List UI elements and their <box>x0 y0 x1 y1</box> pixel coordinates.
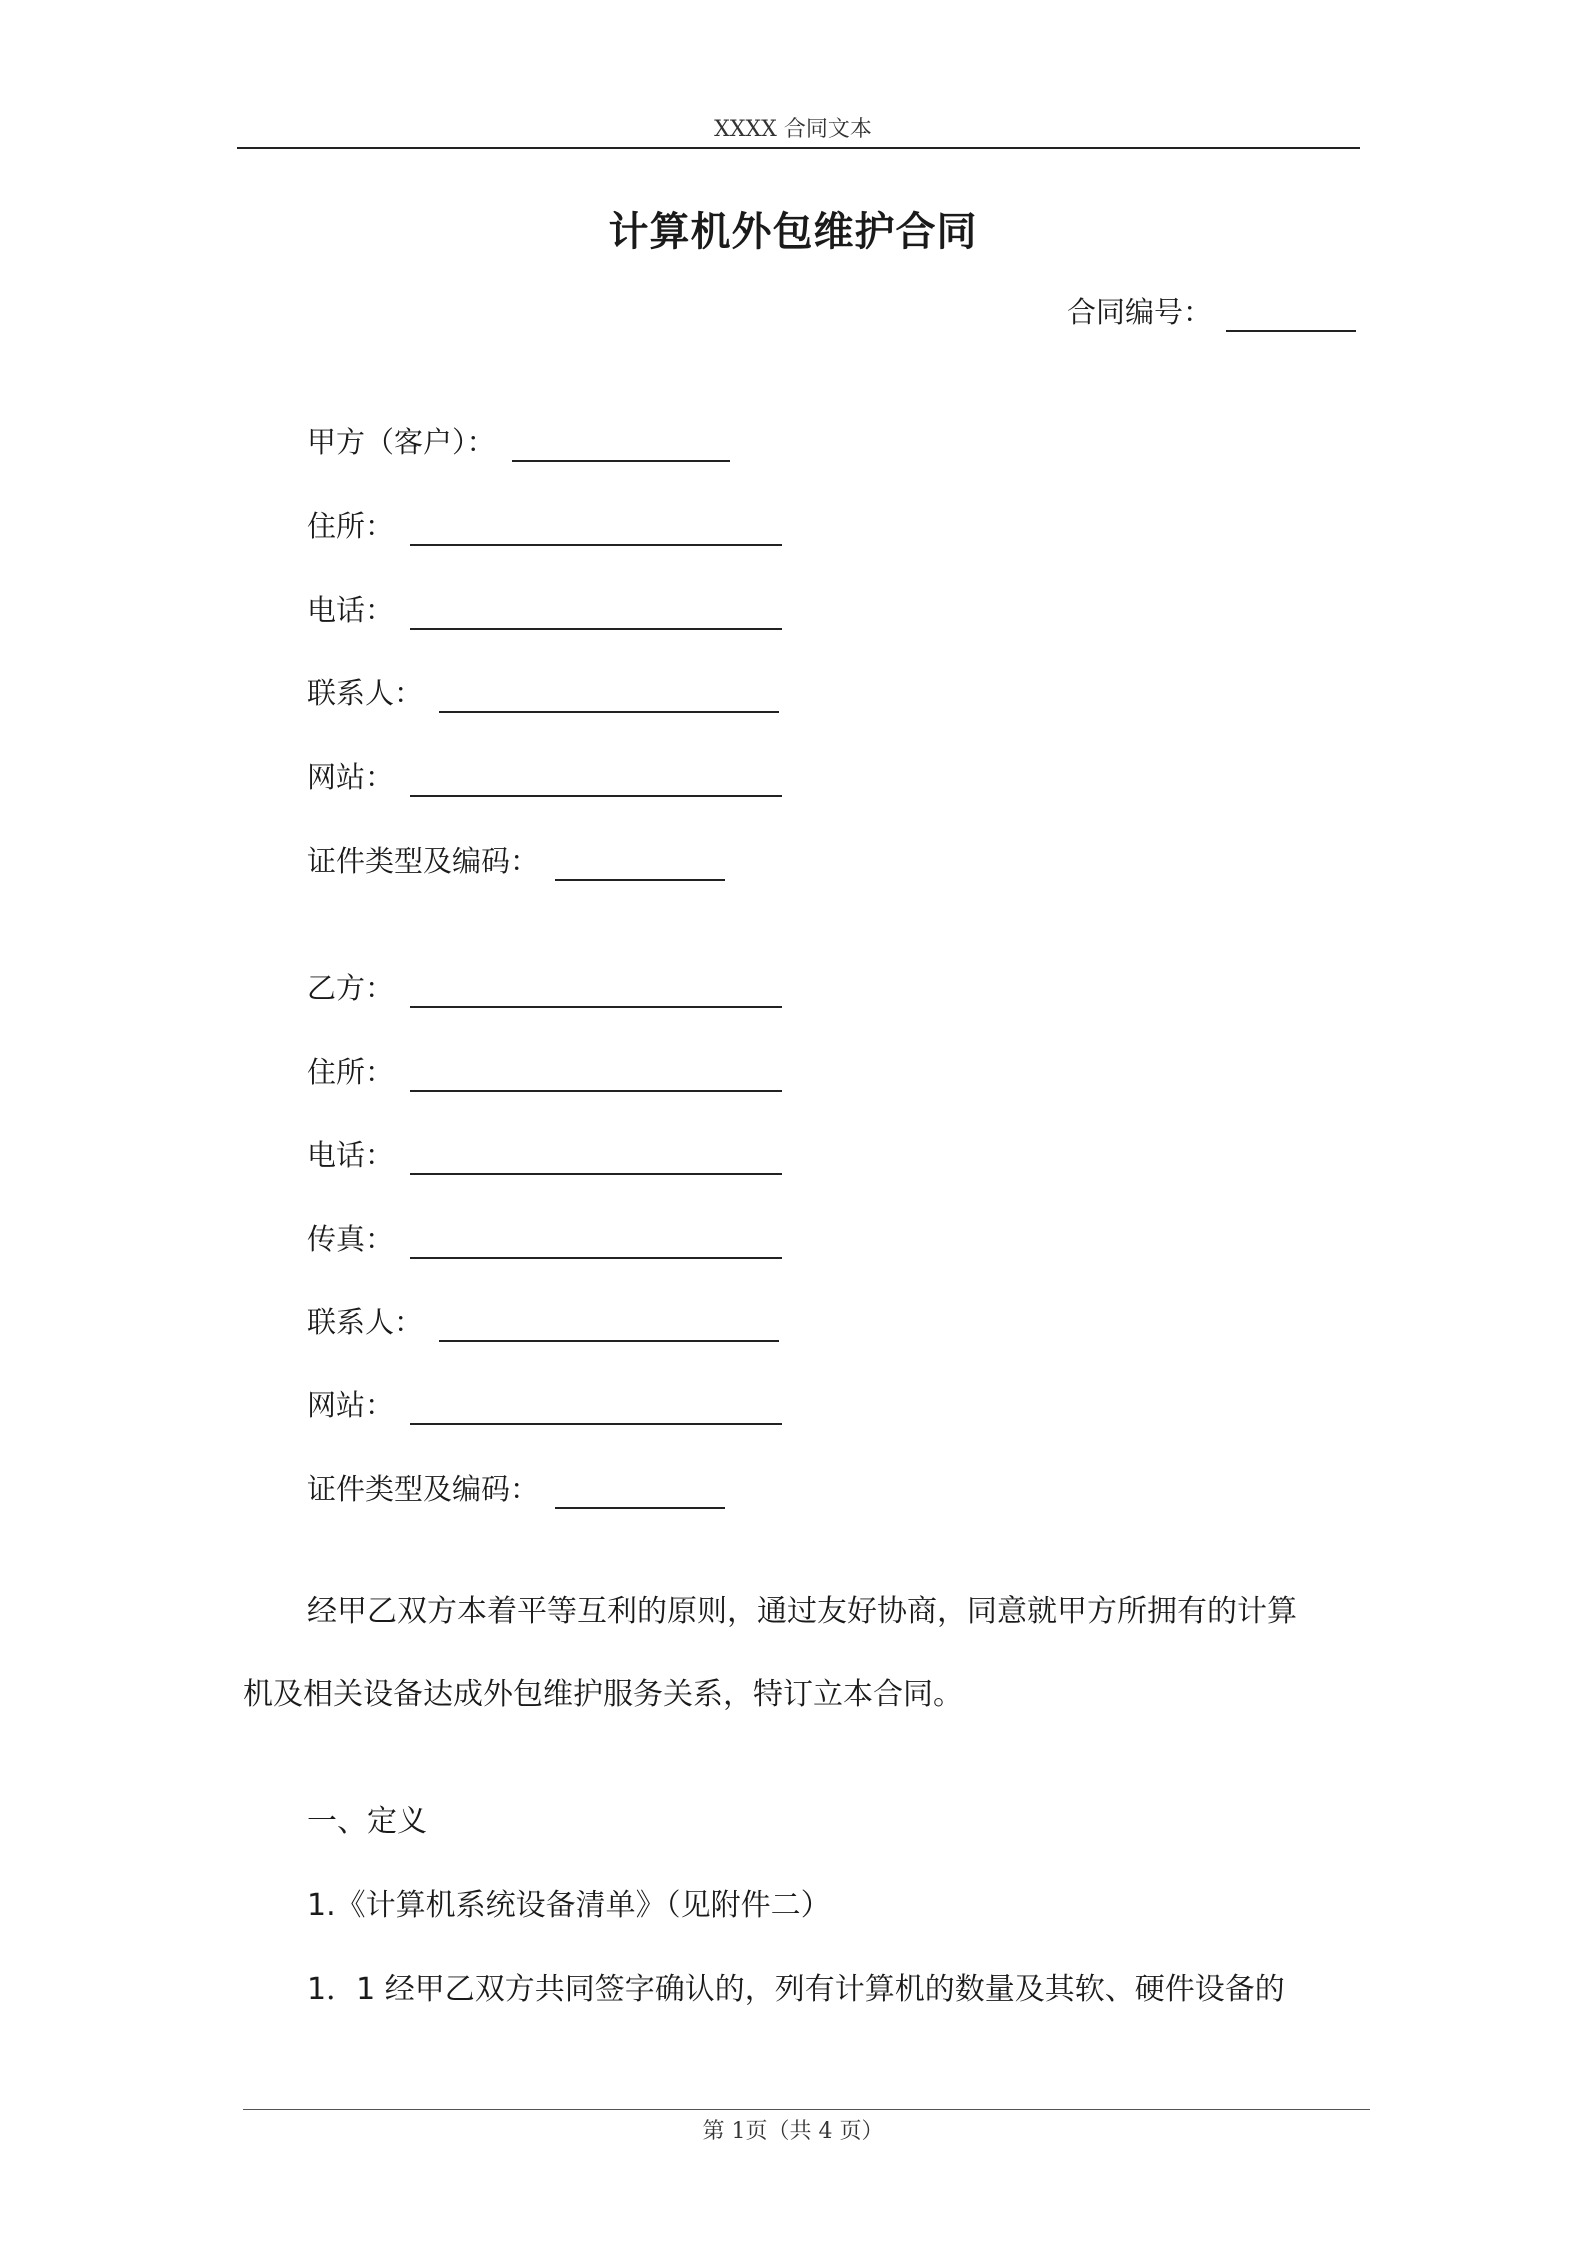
party-a-phone-blank[interactable] <box>410 592 782 630</box>
party-b-address-label: 住所： <box>307 1055 395 1089</box>
intro-paragraph-line-1: 经甲乙双方本着平等互利的原则，通过友好协商，同意就甲方所拥有的计算 <box>307 1594 1297 1629</box>
party-a-contact-blank[interactable] <box>439 675 779 713</box>
party-a-website-label: 网站： <box>307 760 395 794</box>
party-b-phone-label: 电话： <box>307 1138 395 1172</box>
party-a-name-blank[interactable] <box>512 424 730 462</box>
party-a-id-field <box>307 837 725 881</box>
clause-1: 1.《计算机系统设备清单》（见附件二） <box>307 1888 831 1923</box>
party-a-id-label: 证件类型及编码： <box>307 844 540 878</box>
header-divider <box>237 147 1360 149</box>
party-a-address-field <box>307 502 782 546</box>
party-a-address-label: 住所： <box>307 509 395 543</box>
clause-1-1: 1．1 经甲乙双方共同签字确认的，列有计算机的数量及其软、硬件设备的 <box>307 1972 1285 2007</box>
party-a-contact-label: 联系人： <box>307 676 424 710</box>
page-number-footer: 第 1页（共 4 页） <box>702 2119 884 2144</box>
party-a-website-blank[interactable] <box>410 759 782 797</box>
party-b-website-label: 网站： <box>307 1388 395 1422</box>
party-b-address-field <box>307 1048 782 1092</box>
party-b-id-label: 证件类型及编码： <box>307 1472 540 1506</box>
party-b-address-blank[interactable] <box>410 1054 782 1092</box>
party-b-id-field <box>307 1465 725 1509</box>
party-a-name-field <box>307 418 730 462</box>
party-b-contact-label: 联系人： <box>307 1305 424 1339</box>
party-a-contact-field <box>307 669 779 713</box>
party-b-fax-field <box>307 1215 782 1259</box>
party-a-phone-label: 电话： <box>307 593 395 627</box>
party-b-fax-blank[interactable] <box>410 1221 782 1259</box>
party-b-website-blank[interactable] <box>410 1387 782 1425</box>
party-b-fax-label: 传真： <box>307 1222 395 1256</box>
section-heading-definitions: 一、定义 <box>307 1804 427 1839</box>
party-b-contact-blank[interactable] <box>439 1304 779 1342</box>
intro-paragraph-line-2: 机及相关设备达成外包维护服务关系，特订立本合同。 <box>243 1677 963 1712</box>
contract-number-field <box>1067 292 1356 332</box>
party-a-address-blank[interactable] <box>410 508 782 546</box>
contract-number-blank[interactable] <box>1226 294 1356 332</box>
contract-number-label: 合同编号： <box>1066 295 1212 329</box>
party-b-website-field <box>307 1381 782 1425</box>
footer-divider <box>243 2109 1370 2110</box>
party-b-name-blank[interactable] <box>410 970 782 1008</box>
party-a-name-label: 甲方（客户）： <box>307 425 496 459</box>
party-b-name-field <box>307 964 782 1008</box>
party-b-phone-field <box>307 1131 782 1175</box>
party-a-id-blank[interactable] <box>555 843 725 881</box>
document-title: 计算机外包维护合同 <box>608 209 978 255</box>
party-b-contact-field <box>307 1298 779 1342</box>
party-a-phone-field <box>307 586 782 630</box>
party-b-id-blank[interactable] <box>555 1471 725 1509</box>
party-b-phone-blank[interactable] <box>410 1137 782 1175</box>
page-header-text: XXXX 合同文本 <box>714 117 872 142</box>
party-a-website-field <box>307 753 782 797</box>
party-b-name-label: 乙方： <box>307 971 395 1005</box>
